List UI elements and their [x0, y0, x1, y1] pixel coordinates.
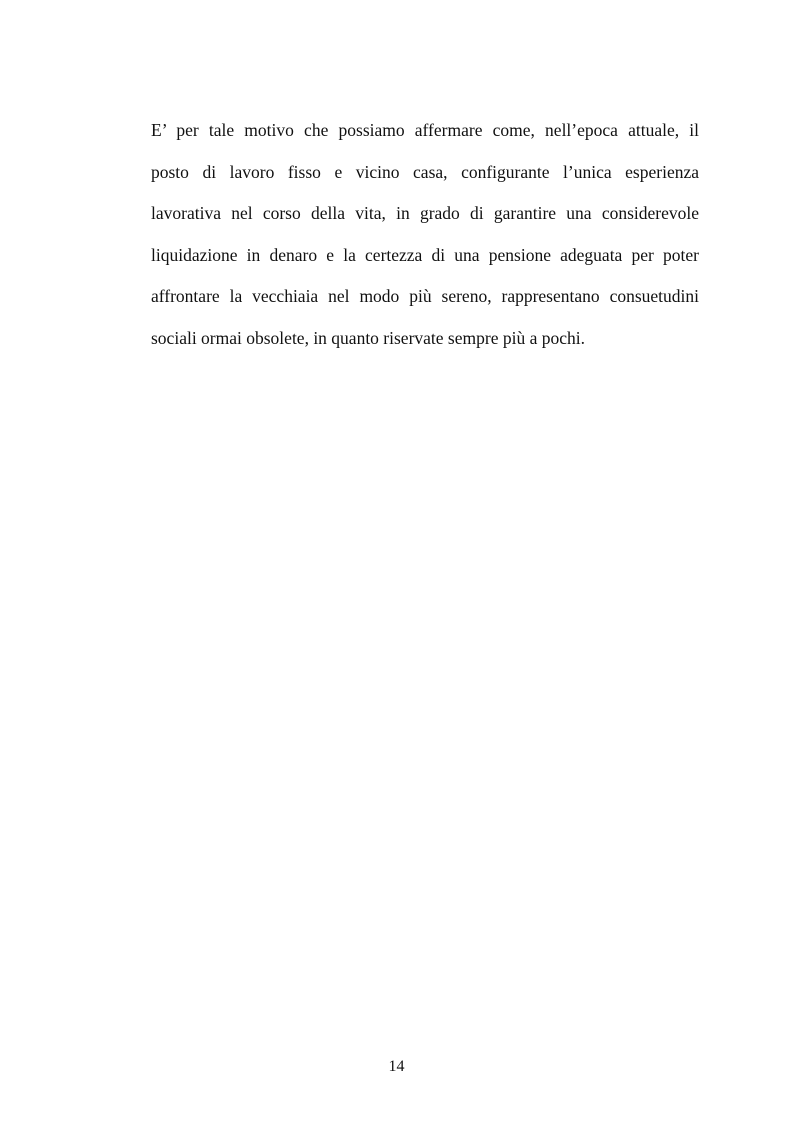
paragraph-line: posto di lavoro fisso e vicino casa, configurante l’unica esperienza — [151, 161, 699, 182]
paragraph-line: affrontare la vecchiaia nel modo più sereno, rappresentano consuetudini — [151, 286, 699, 306]
page-number: 14 — [388, 1058, 405, 1075]
paragraph-line: lavorativa nel corso della vita, in grado di garantire una considerevole — [151, 203, 699, 223]
paragraph-line: E’ per tale motivo che possiamo affermare come, nell’epoca attuale, il — [151, 120, 699, 140]
paragraph-line: sociali ormai obsolete, in quanto riservate sempre più a pochi. — [151, 327, 585, 348]
paragraph-line: liquidazione in denaro e la certezza di una pensione adeguata per poter — [151, 244, 699, 265]
body-paragraph — [151, 110, 699, 359]
